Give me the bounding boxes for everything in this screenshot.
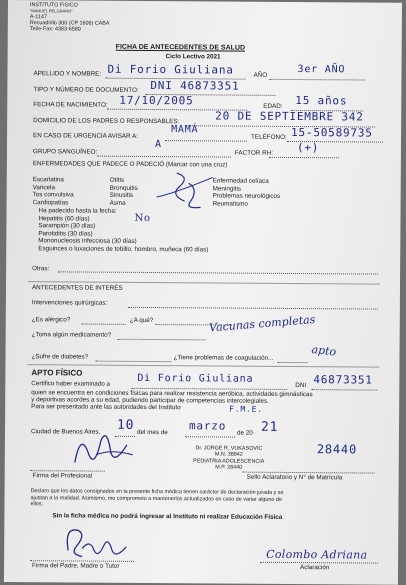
age-value: 15 años [295,94,348,108]
student-name-value: Di Forio Giuliana [107,62,234,77]
diabetes-label: ¿Sufre de diabetes? [31,353,89,361]
institute-value: F.M.E. [229,404,263,414]
doctor-signature-image [67,424,139,469]
coagulation-line [277,362,307,363]
month-label: del mes de [136,428,168,437]
allergy-label: ¿Es alérgico? [31,316,71,324]
vaccines-note: Vacunas completas [208,312,316,335]
disease-item: Enfermedad celíaca [212,177,269,185]
disease-item: Tos convulsiva [32,191,74,199]
document-value: DNI 46873351 [150,78,240,93]
header-line-4: Recuadrillo 300 (CP 1606) CABA [29,20,110,27]
declaration-line: ellos. [30,501,44,508]
address-label: DOMICILIO DE LOS PADRES O RESPONSABLES: [33,117,180,126]
disease-item: Meningitis [212,185,242,193]
coagulation-label: ¿Tiene problemas de coagulación... [173,354,274,362]
declaration-text [30,488,283,510]
disease-item: Sinusitis [109,191,134,200]
dni-line [311,389,377,390]
blood-group-label: GRUPO SANGUÍNEO: [32,148,98,156]
section-divider [27,364,379,367]
parent-signature-label: Firma del Padre, Madre o Tutor [32,562,120,570]
address-value: 20 DE SEPTIEMBRE 342 [215,109,364,124]
others-line [58,271,378,274]
disease-item: Escarlatina [32,176,64,184]
certify-label: Certifico haber examinado a [31,380,111,388]
warning-text: Sin la ficha médica no podrá ingresar al Instituto ni realizar Educación Física [52,512,283,521]
fitness-statement-line: Para ser presentado ante las autoridades del Instituto [31,403,181,412]
city-label: Ciudad de Buenos Aires, [30,428,101,436]
diseases-heading: ENFERMEDADES QUE PADECE O PADECIÓ (Marcar con una cruz) [32,160,228,169]
registration-number-value: 28440 [316,442,358,457]
declaration-line: Declaro que los datos consignados en la presente ficha médica tienen carácter de declaración jurada y se [30,488,284,496]
disease-item: Problemas neurológicos [212,192,281,201]
year-prefix: de 20 [236,429,253,437]
medication-line [118,339,206,341]
emergency-value: MAMÁ [171,124,199,136]
childhood-diseases [38,207,208,254]
birthdate-value: 17/10/2005 [119,93,194,108]
disease-item: Asma [109,199,126,207]
disease-item: Otitis [109,176,125,184]
form-subtitle: Ciclo Lectivo 2021 [165,53,221,61]
seal-label: Sello Aclaratorio y N° de Matrícula [246,473,343,482]
lastname-label: APELLIDO Y NOMBRE: [33,70,102,78]
stamp-line: PEDIATRIA ADOLESCENCIA [193,458,265,465]
rh-value: (+) [296,141,320,155]
childhood-item: Parotiditis (30 días) [38,229,93,238]
form-title: FICHA DE ANTECEDENTES DE SALUD [115,43,246,52]
blood-group-line [97,156,231,158]
clarification-label: Aclaración [300,564,330,572]
year-suffix-value: 21 [260,419,279,435]
surgery-label: Intervenciones quirúrgicas: [31,299,108,307]
disease-item: Cardiopatías [32,198,69,207]
declaration-line: ajustan a la realidad. Asimismo, me comprometo a mantenerlos actualizados en caso de variar alguno de [30,494,282,503]
birthdate-label: FECHA DE NACIMIENTO: [33,101,108,109]
dni-label: DNI [295,382,307,390]
institution-header [30,2,110,33]
fitness-heading: APTO FÍSICO [31,368,83,378]
fitness-statement-line: y deportivas acordes a su edad, pudiendo participar de competencias intercolegiales. [31,396,269,406]
others-label: Otras: [32,265,50,273]
phone-value: 15-50589735 [291,125,373,140]
header-line-3: A-1147 [29,14,47,21]
disease-column-1 [33,176,74,207]
emergency-line [165,140,247,142]
dni-value: 46873351 [313,373,373,387]
childhood-item: Esguinces o luxaciones de tobillo, hombro, muñeca (60 días) [38,245,209,254]
fitness-statement-line: quien se encuentra en condiciones físicas para realizar resistencia aeróbica, actividades gimnásticas [31,389,313,399]
stamp-line: M.P. 28440 [215,464,243,471]
professional-signature-label: Firma del Profesional [32,472,93,480]
certify-name-value: Di Forio Giuliana [137,372,254,385]
surgery-line [128,307,378,310]
childhood-item: Sarampión (30 días) [38,222,96,230]
childhood-item: Mononucleosis infecciosa (30 días) [38,237,137,246]
document-label: TIPO Y NÚMERO DE DOCUMENTO: [33,86,139,94]
age-label: EDAD: [263,102,283,110]
interest-heading: ANTECEDENTES DE INTERÉS [31,284,123,292]
header-line-5: Tel/e-Fax: 4383-6580 [29,26,81,33]
header-line-2: "MANUEL BELGRANO" [29,8,73,14]
stamp-line: M.N. 38842 [214,451,243,459]
medication-label: ¿Toma algún medicamento? [31,331,112,339]
disease-item: Reumatismo [212,200,248,208]
disease-item: Bronquitis [109,184,138,192]
month-line [185,436,235,437]
rh-label: FACTOR RH: [234,149,273,157]
emergency-label: EN CASO DE URGENCIA AVISAR A: [33,132,138,140]
childhood-heading: Ha padecido hasta la fecha: [38,207,117,215]
year-line [269,79,365,81]
childhood-item: Hepatitis (60 días) [38,214,90,223]
rh-line [269,157,339,158]
diabetes-line [95,361,171,363]
allergy-what-label: ¿A qué? [129,316,154,325]
year-label: AÑO [253,71,268,79]
apto-note: apto [310,342,337,359]
header-line-1: INSTITUTO FISICO [29,2,78,9]
phone-label: TELÉFONO: [251,133,287,141]
day-value: 10 [116,417,135,433]
fitness-statement [31,389,313,413]
stamp-line: Dr. JORGE R. VUKASOVIC [195,445,263,452]
disease-column-3 [213,177,281,208]
month-value: marzo [188,419,227,433]
allergy-line [82,324,126,325]
form-sheet [4,0,402,585]
handwritten-no: No [134,212,151,225]
doctor-stamp [179,445,279,471]
year-value: 3er AÑO [297,64,346,76]
parent-name-value: Colombo Adriana [266,547,368,562]
disease-column-2 [110,177,138,208]
blood-group-value: A [154,139,162,151]
disease-item: Varicela [32,183,56,191]
